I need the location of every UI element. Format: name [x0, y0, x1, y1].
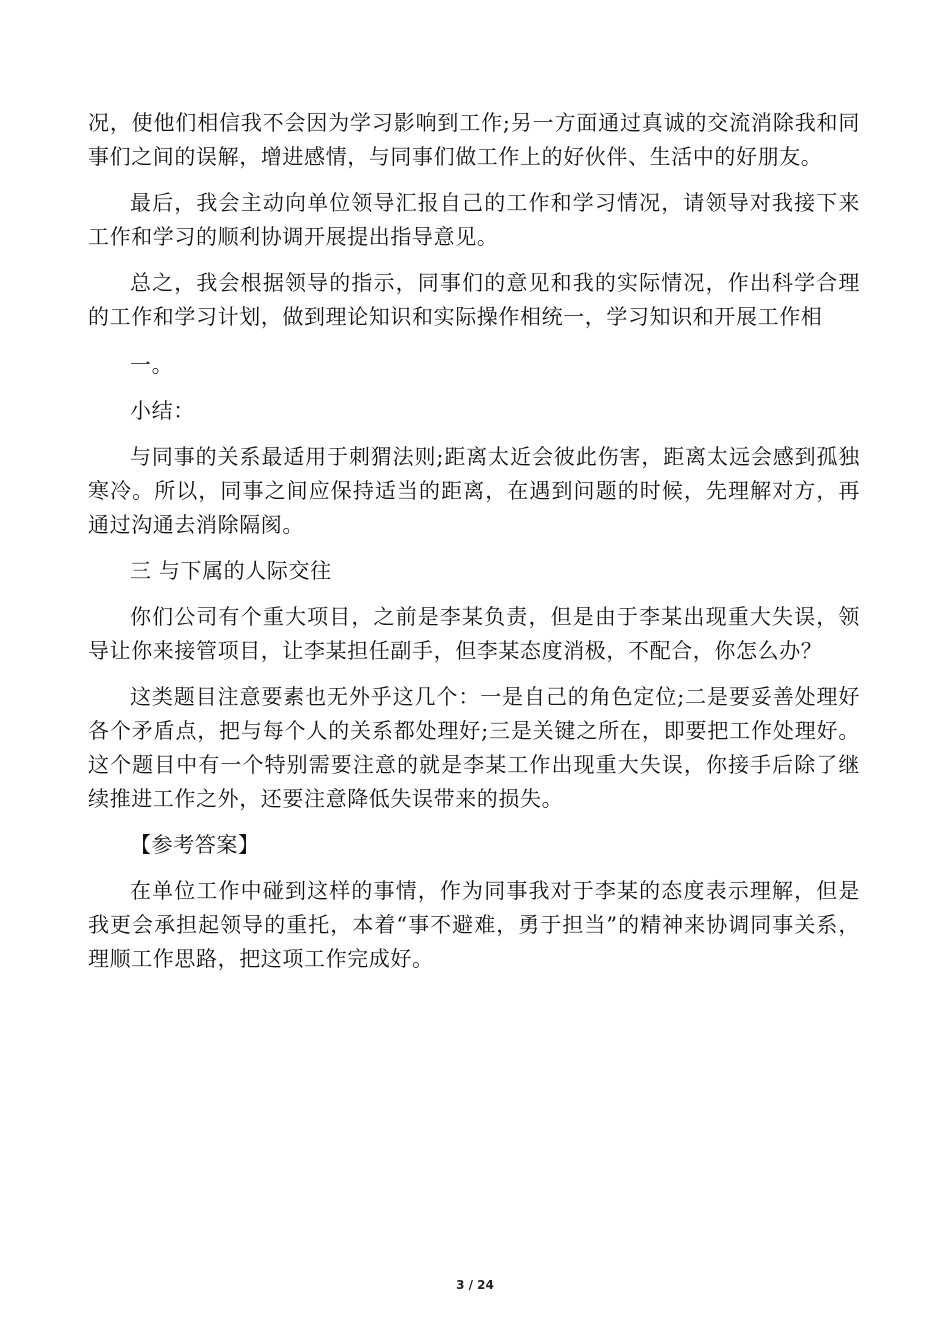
paragraph-question: 你们公司有个重大项目，之前是李某负责，但是由于李某出现重大失误，领导让你来接管项目，让李某担任副手，但李某态度消极，不配合，你怎么办？: [88, 605, 860, 663]
section-heading-subordinates: 三 与下属的人际交往: [130, 559, 332, 583]
paragraph-analysis: 这类题目注意要素也无外乎这几个：一是自己的角色定位;二是要妥善处理好各个矛盾点，把与每个人的关系都处理好;三是关键之所在，即要把工作处理好。这个题目中有一个特别需要注意的就是李某工作出现重大失误，你接手后除了继续推进工作之外，还要注意降低失误带来的损失。: [88, 685, 860, 811]
section-label-reference-answer: 【参考答案】: [130, 833, 260, 857]
paragraph-hedgehog-rule: 与同事的关系最适用于刺猬法则;距离太近会彼此伤害，距离太远会感到孤独寒冷。所以，同事之间应保持适当的距离，在遇到问题的时候，先理解对方，再通过沟通去消除隔阂。: [88, 445, 860, 537]
document-body: [88, 106, 860, 976]
paragraph-summary: 总之，我会根据领导的指示，同事们的意见和我的实际情况，作出科学合理的工作和学习计划，做到理论知识和实际操作相统一，学习知识和开展工作相: [88, 271, 860, 329]
paragraph-answer: 在单位工作中碰到这样的事情，作为同事我对于李某的态度表示理解，但是我更会承担起领导的重托，本着“事不避难，勇于担当”的精神来协调同事关系，理顺工作思路，把这项工作完成好。: [88, 879, 860, 971]
section-label-summary: 小结：: [130, 399, 195, 423]
paragraph-continuation: 况，使他们相信我不会因为学习影响到工作;另一方面通过真诚的交流消除我和同事们之间的误解，增进感情，与同事们做工作上的好伙伴、生活中的好朋友。: [88, 111, 860, 169]
page-number: 3 / 24: [456, 1278, 494, 1292]
paragraph-finally: 最后，我会主动向单位领导汇报自己的工作和学习情况，请领导对我接下来工作和学习的顺利协调开展提出指导意见。: [88, 191, 860, 249]
paragraph-fragment: 一。: [130, 353, 174, 377]
